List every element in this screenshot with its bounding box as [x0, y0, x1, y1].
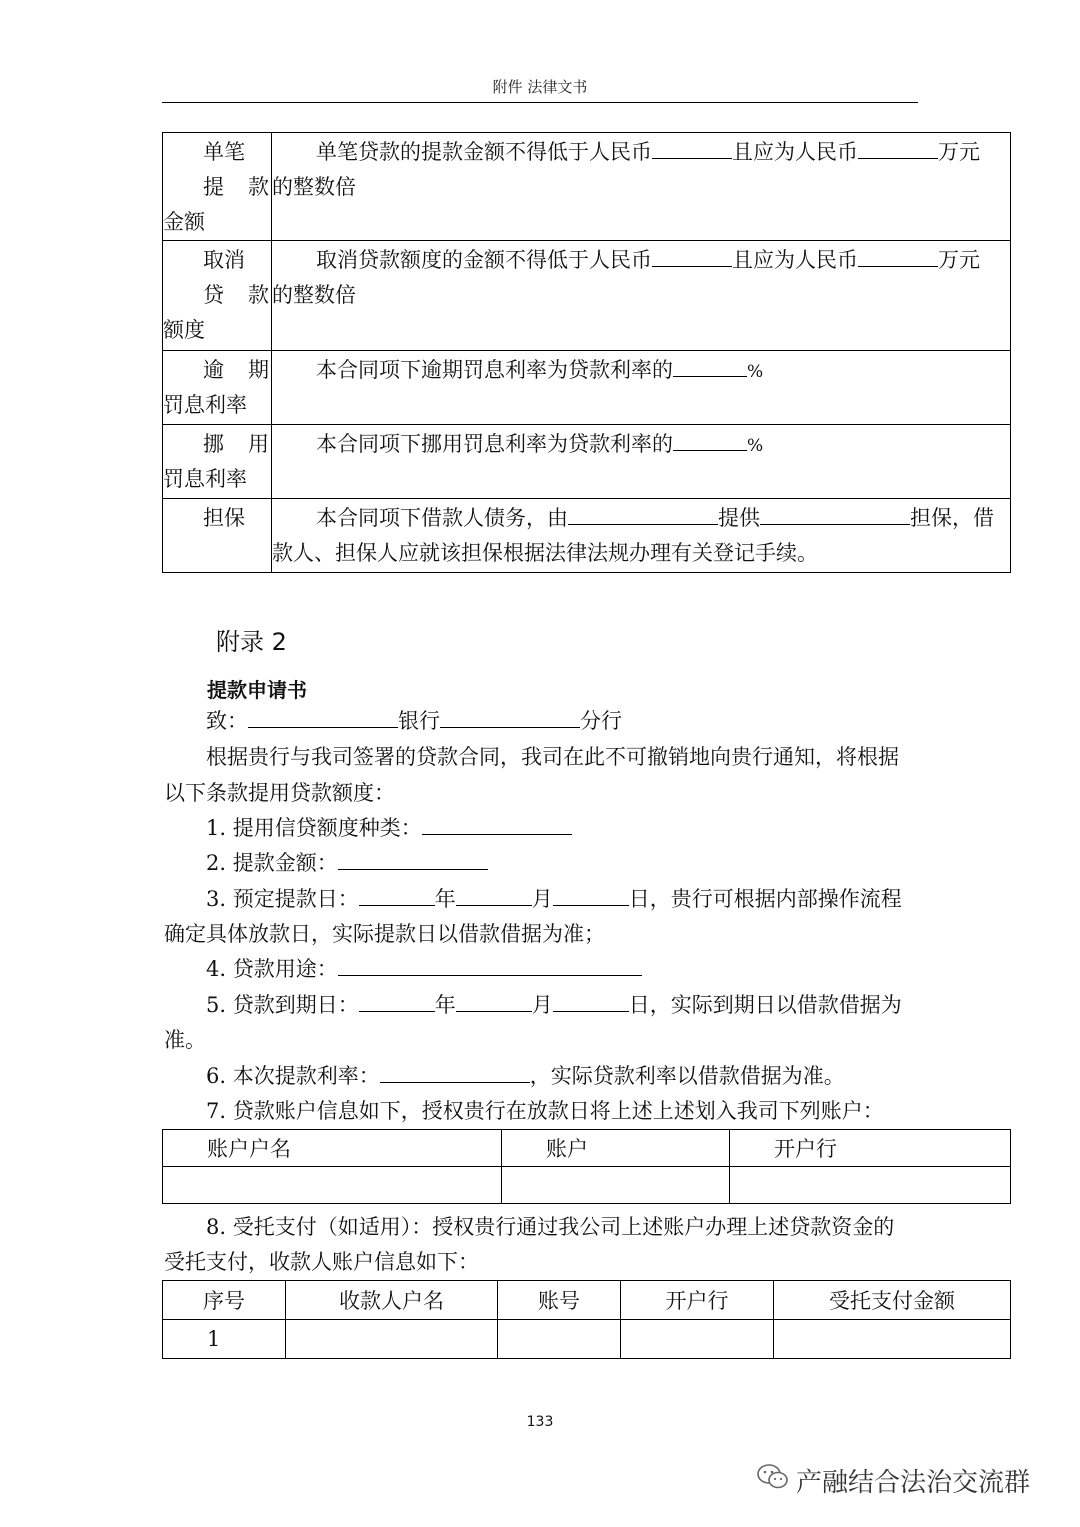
day-blank[interactable] [553, 989, 629, 1012]
table-row [163, 133, 1011, 241]
watermark-text: 产融结合法治交流群 [796, 1468, 1031, 1498]
term-text: 单笔贷款的提款金额不得低于人民币 [316, 140, 652, 164]
header-rule [162, 102, 918, 103]
item-3: 3. 预定提款日： 年 月 日，贵行可根据内部操作流程 [164, 882, 962, 918]
term-label [163, 351, 272, 425]
table-header: 序号 [163, 1281, 286, 1320]
term-text: 万元 [938, 248, 980, 272]
term-content [272, 425, 1011, 499]
item-8: 8. 受托支付（如适用）：授权贵行通过我公司上述账户办理上述贷款资金的 [206, 1215, 895, 1239]
table-cell[interactable] [163, 1167, 502, 1204]
label-line: 逾 期 [203, 358, 269, 382]
table-cell[interactable] [774, 1320, 1011, 1359]
loan-terms-table [162, 132, 1011, 573]
fill-blank[interactable] [858, 244, 938, 267]
table-cell[interactable] [502, 1167, 730, 1204]
table-row [163, 1167, 1011, 1204]
item-5: 5. 贷款到期日： 年 月 日，实际到期日以借款借据为 [164, 988, 962, 1024]
term-text: 的整数倍 [272, 283, 356, 307]
item-2: 2. 提款金额： [164, 846, 962, 882]
table-cell[interactable] [621, 1320, 774, 1359]
credit-type-blank[interactable] [422, 812, 572, 835]
table-header: 收款人户名 [286, 1281, 498, 1320]
item-6: 6. 本次提款利率： ，实际贷款利率以借款借据为准。 [164, 1059, 962, 1095]
term-text: 本合同项下挪用罚息利率为贷款利率的 [316, 432, 673, 456]
item-4: 4. 贷款用途： [164, 952, 962, 988]
fill-blank[interactable] [858, 136, 938, 159]
watermark [756, 1462, 1030, 1499]
term-text: 取消贷款额度的金额不得低于人民币 [316, 248, 652, 272]
bank-name-blank[interactable] [248, 705, 398, 728]
term-content [272, 133, 1011, 241]
table-header: 开户行 [621, 1281, 774, 1320]
form-title: 提款申请书 [207, 678, 307, 702]
term-label [163, 241, 272, 351]
table-row [163, 351, 1011, 425]
addressee-line: 致： 银行 分行 [164, 704, 962, 740]
item-7: 7. 贷款账户信息如下，授权贵行在放款日将上述上述划入我司下列账户： [206, 1099, 884, 1123]
term-text: 提供 [718, 506, 760, 530]
term-label [163, 499, 272, 573]
table-header: 账户 [502, 1130, 730, 1167]
term-text: 且应为人民币 [732, 140, 858, 164]
term-text: % [747, 362, 764, 382]
table-header: 账号 [498, 1281, 621, 1320]
term-content [272, 499, 1011, 573]
item-1: 1. 提用信贷额度种类： [164, 811, 962, 847]
table-cell[interactable] [498, 1320, 621, 1359]
fill-blank[interactable] [568, 502, 718, 525]
term-text: 且应为人民币 [732, 248, 858, 272]
table-row [163, 1281, 1011, 1320]
appendix-label: 附录 2 [216, 628, 287, 656]
intro-line: 以下条款提用贷款额度： [164, 781, 395, 805]
wechat-icon [756, 1462, 790, 1499]
label-line: 挪 用 [203, 432, 269, 456]
table-header: 开户行 [730, 1130, 1011, 1167]
label-line: 额度 [163, 318, 205, 342]
purpose-blank[interactable] [338, 953, 642, 976]
label-line: 取消 [203, 248, 245, 272]
term-text: 本合同项下借款人债务，由 [316, 506, 568, 530]
year-blank[interactable] [359, 883, 435, 906]
account-table [162, 1129, 1011, 1204]
term-text: 本合同项下逾期罚息利率为贷款利率的 [316, 358, 673, 382]
year-blank[interactable] [359, 989, 435, 1012]
label-line: 罚息利率 [163, 393, 247, 417]
rate-blank[interactable] [380, 1060, 530, 1083]
page-number: 133 [526, 1414, 554, 1430]
fill-blank[interactable] [760, 502, 910, 525]
day-blank[interactable] [553, 883, 629, 906]
table-header: 账户户名 [163, 1130, 502, 1167]
table-row [163, 425, 1011, 499]
table-row [163, 1320, 1011, 1359]
term-text: 担保，借 [910, 506, 994, 530]
term-text: 万元 [938, 140, 980, 164]
item-8-cont: 受托支付，收款人账户信息如下： [164, 1250, 479, 1274]
table-cell: 1 [163, 1320, 286, 1359]
item-5-cont: 准。 [164, 1028, 206, 1052]
month-blank[interactable] [456, 989, 532, 1012]
fill-blank[interactable] [652, 136, 732, 159]
table-header: 受托支付金额 [774, 1281, 1011, 1320]
payee-table [162, 1280, 1011, 1359]
table-row [163, 499, 1011, 573]
table-cell[interactable] [286, 1320, 498, 1359]
label-line: 贷 款 [203, 283, 269, 307]
term-label [163, 425, 272, 499]
month-blank[interactable] [456, 883, 532, 906]
term-label [163, 133, 272, 241]
term-content [272, 351, 1011, 425]
fill-blank[interactable] [673, 354, 747, 377]
table-row [163, 241, 1011, 351]
term-content [272, 241, 1011, 351]
intro-line: 根据贵行与我司签署的贷款合同，我司在此不可撤销地向贵行通知，将根据 [206, 745, 899, 769]
page-header-title: 附件 法律文书 [492, 78, 588, 96]
fill-blank[interactable] [673, 428, 747, 451]
label-line: 金额 [163, 210, 205, 234]
table-cell[interactable] [730, 1167, 1011, 1204]
label-line: 单笔 [203, 140, 245, 164]
fill-blank[interactable] [652, 244, 732, 267]
amount-blank[interactable] [338, 847, 488, 870]
item-3-cont: 确定具体放款日，实际提款日以借款借据为准； [164, 922, 605, 946]
label-line: 罚息利率 [163, 467, 247, 491]
label-line: 担保 [203, 506, 245, 530]
table-row [163, 1130, 1011, 1167]
term-text: % [747, 436, 764, 456]
term-text: 款人、担保人应就该担保根据法律法规办理有关登记手续。 [272, 541, 818, 565]
label-line: 提 款 [203, 175, 269, 199]
branch-name-blank[interactable] [440, 705, 580, 728]
term-text: 的整数倍 [272, 175, 356, 199]
